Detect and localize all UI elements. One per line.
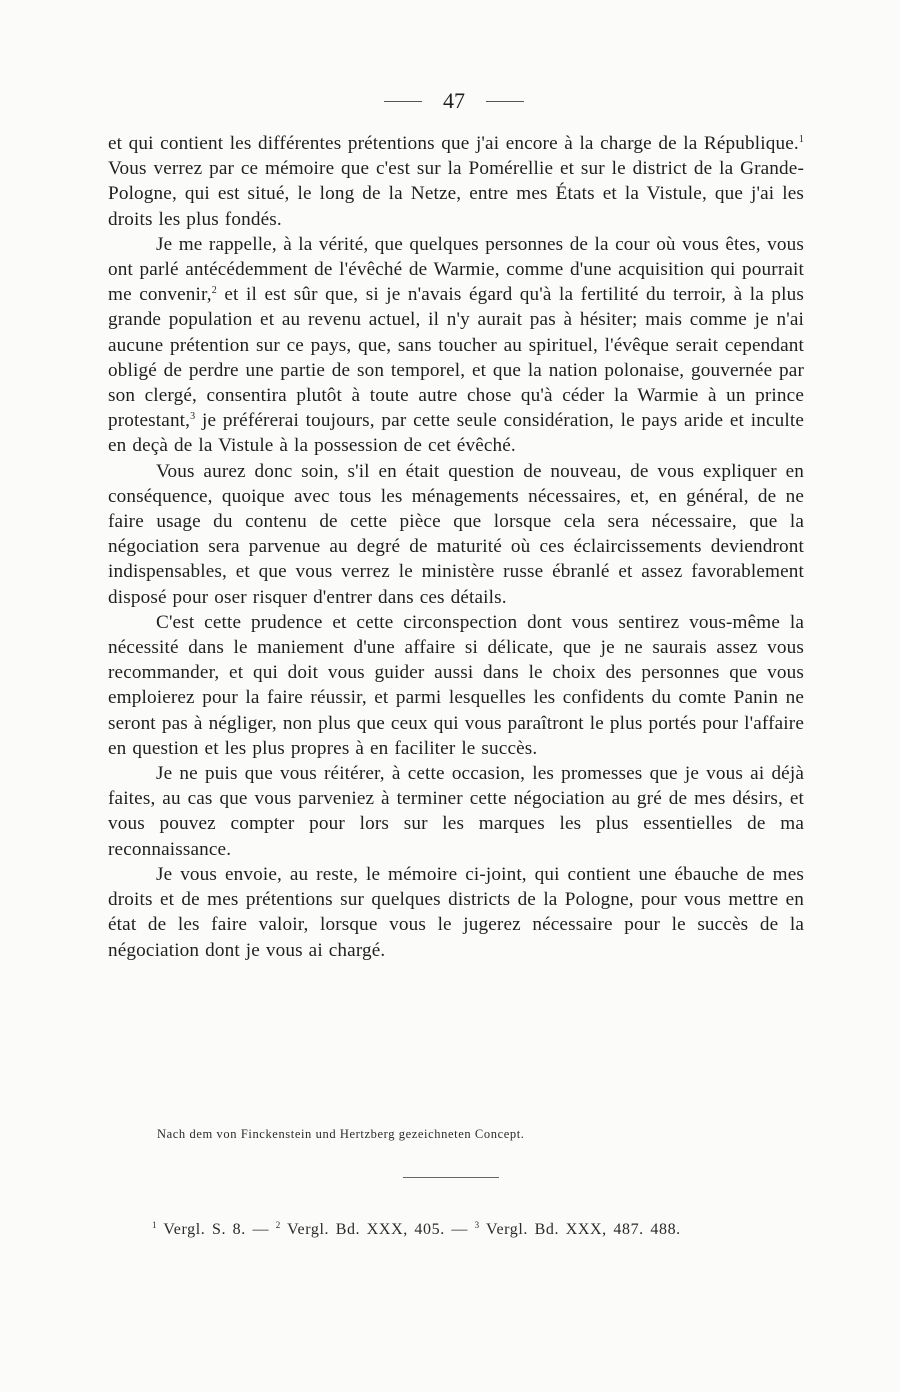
- footnote-text: Vergl. Bd. XXX, 487. 488.: [479, 1221, 681, 1238]
- paragraph-6: [108, 862, 804, 963]
- source-note: Nach dem von Finckenstein und Hertzberg gezeichneten Concept.: [157, 1127, 525, 1141]
- text-segment: Vous aurez donc soin, s'il en était question de nouveau, de vous expliquer en conséquence, quoique avec tous les ménagements nécessaires, et, en général, de ne faire usage du contenu de cette pièce que lorsque cela sera nécessaire, que la négociation sera parvenue au degré de maturité où ces éclaircissements deviendront indispensables, et que vous verrez le ministère russe ébranlé et assez favorablement disposé pour oser risquer d'entrer dans ces détails.: [108, 460, 804, 608]
- footnote-number: 2: [275, 1220, 281, 1230]
- paragraph-3: [108, 459, 804, 610]
- footnotes: [152, 1221, 681, 1239]
- footnote-separator: —: [245, 1221, 276, 1238]
- text-segment: Vous verrez par ce mémoire que c'est sur la Pomérellie et sur le district de la Grande-Pologne, qui est situé, le long de la Netze, entre mes États et la Vistule, que j'ai les droits les plus fondés.: [108, 158, 804, 230]
- text-segment: et qui contient les différentes prétentions que j'ai encore à la charge de la République.: [108, 133, 799, 154]
- text-segment: Je me rappelle, à la vérité, que quelques personnes de la cour où vous êtes, vous ont parlé antécédemment de l'évêché de Warmie, comme d'une acquisition qui pourrait me convenir,: [108, 233, 804, 306]
- paragraph-2: [108, 232, 804, 459]
- page-header: [0, 86, 900, 116]
- footnote-separator: —: [444, 1221, 475, 1238]
- paragraph-1: [108, 131, 804, 232]
- footnote-number: 1: [152, 1220, 158, 1230]
- footnote-text: Vergl. S. 8.: [157, 1221, 246, 1238]
- main-text: [108, 131, 804, 963]
- footnote-text: Vergl. Bd. XXX, 405.: [280, 1221, 445, 1238]
- paragraph-5: [108, 761, 804, 862]
- footnote-marker: 2: [211, 285, 217, 297]
- paragraph-4: [108, 610, 804, 761]
- footnote-marker: 1: [798, 134, 804, 145]
- header-dash-left: [384, 101, 422, 102]
- text-segment: C'est cette prudence et cette circonspection dont vous sentirez vous-même la nécessité dans le maniement d'une affaire si délicate, que je ne saurais assez vous recommander, et qui doit vous guider aussi dans le choix des personnes que vous emploierez pour la faire réussir, et parmi lesquelles les confidents du comte Panin ne seront pas à négliger, non plus que ceux qui vous paraîtront le plus portés pour l'affaire en question et les plus propres à en faciliter le succès.: [108, 611, 804, 759]
- header-dash-right: [486, 101, 524, 102]
- footnote-number: 3: [474, 1220, 480, 1230]
- footnote-marker: 3: [190, 411, 196, 423]
- text-segment: Je vous envoie, au reste, le mémoire ci-joint, qui contient une ébauche de mes droits et de mes prétentions sur quelques districts de la Pologne, pour vous mettre en état de les faire valoir, lorsque vous le jugerez nécessaire pour le succès de la négociation dont je vous ai chargé.: [108, 863, 804, 961]
- text-segment: je préférerai toujours, par cette seule considération, le pays aride et inculte en deçà de la Vistule à la possession de cet évêché.: [108, 410, 804, 457]
- text-segment: et il est sûr que, si je n'avais égard qu'à la fertilité du terroir, à la plus grande population et au revenu actuel, il n'y aurait pas à hésiter; mais comme je n'ai aucune prétention sur ce pays, que, sans toucher au spirituel, l'évêque serait cependant obligé de perdre une partie de son temporel, et que la nation polonaise, gouvernée par son clergé, consentira plutôt à toute autre chose qu'à céder la Warmie à un prince protestant,: [108, 284, 804, 432]
- page-number: 47: [443, 88, 465, 113]
- text-segment: Je ne puis que vous réitérer, à cette occasion, les promesses que je vous ai déjà faites, au cas que vous parveniez à terminer cette négociation au gré de mes désirs, et vous pouvez compter pour lors sur les marques les plus essentielles de ma reconnaissance.: [108, 763, 804, 860]
- footnote-rule: [403, 1177, 499, 1178]
